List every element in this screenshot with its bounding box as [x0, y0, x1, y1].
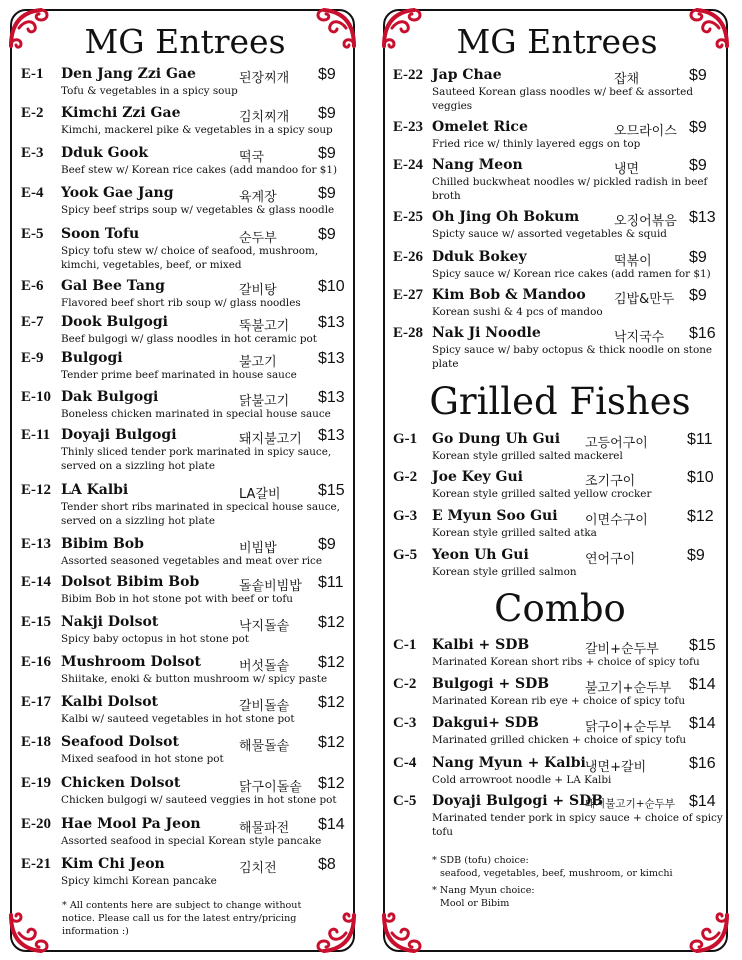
menu-item-description: Spicty sauce w/ assorted vegetables & squid [432, 228, 667, 240]
menu-item-name: Jap Chae [432, 67, 502, 83]
menu-item-code: E-2 [21, 105, 44, 121]
menu-item-code: E-17 [21, 694, 51, 710]
menu-item-korean: 해물파전 [239, 821, 290, 836]
right-tr-ornament-icon [687, 6, 731, 50]
menu-item-korean: 김밥&만두 [614, 292, 675, 307]
menu-item-description: Korean style grilled salted atka [432, 527, 597, 539]
menu-item-name: Bulgogi [61, 350, 123, 366]
menu-item-description: Spicy kimchi Korean pancake [61, 875, 217, 887]
menu-item-name: Hae Mool Pa Jeon [61, 816, 201, 832]
menu-item-price: $12 [318, 614, 345, 631]
sdb-note [432, 854, 722, 880]
menu-item-korean: 연어구이 [585, 552, 636, 567]
menu-item-korean: 냉면 [614, 162, 640, 177]
menu-item-korean: 갈비돌솥 [239, 699, 290, 714]
menu-item-description: Mixed seafood in hot stone pot [61, 753, 224, 765]
menu-item-code: E-1 [21, 66, 44, 82]
menu-item-name: Nak Ji Noodle [432, 325, 541, 341]
menu-item-korean: 해물돌솥 [239, 739, 290, 754]
menu-item-price: $13 [318, 350, 345, 367]
menu-item-name: Dolsot Bibim Bob [61, 574, 200, 590]
menu-item-korean: 갈비탕 [239, 283, 277, 298]
menu-item-name: Bulgogi + SDB [432, 676, 550, 692]
menu-item-price: $12 [318, 694, 345, 711]
menu-item-price: $13 [318, 427, 345, 444]
menu-item-name: Chicken Dolsot [61, 775, 181, 791]
menu-item-name: Doyaji Bulgogi [61, 427, 177, 443]
menu-item-korean: 버섯돌솥 [239, 659, 290, 674]
menu-item-name: Bibim Bob [61, 536, 144, 552]
menu-item-korean: 김치찌개 [239, 110, 290, 125]
menu-item-name: Dduk Bokey [432, 249, 527, 265]
menu-item-name: Doyaji Bulgogi + SDB [432, 793, 604, 809]
menu-item-code: G-2 [393, 469, 418, 485]
menu-item-code: E-4 [21, 185, 44, 201]
menu-item-code: E-24 [393, 157, 423, 173]
left-tl-ornament-icon [7, 6, 51, 50]
menu-item-description: Boneless chicken marinated in special house sauce [61, 408, 331, 420]
left-br-ornament-icon [314, 911, 358, 955]
right-tl-ornament-icon [380, 6, 424, 50]
menu-item-code: E-7 [21, 314, 44, 330]
menu-item-description: Shiitake, enoki & button mushroom w/ spicy paste [61, 673, 328, 685]
menu-item-description: Fried rice w/ thinly layered eggs on top [432, 138, 641, 150]
menu-item-code: E-26 [393, 249, 423, 265]
menu-item-korean: 오징어볶음 [614, 214, 677, 229]
menu-item-description: Bibim Bob in hot stone pot with beef or tofu [61, 593, 293, 605]
menu-item-description: Marinated tender pork in spicy sauce + choice of spicy tofu [432, 812, 723, 838]
menu-item-korean: 냉면+갈비 [585, 760, 647, 775]
menu-item-name: Kim Bob & Mandoo [432, 287, 586, 303]
menu-item-code: C-5 [393, 793, 417, 809]
menu-item-description: Tender prime beef marinated in house sauce [61, 369, 297, 381]
menu-item-price: $12 [318, 734, 345, 751]
menu-item-korean: 닭불고기 [239, 394, 290, 409]
menu-item-korean: 고등어구이 [585, 436, 648, 451]
menu-item-price: $14 [318, 816, 345, 833]
menu-item-price: $9 [689, 67, 707, 84]
nang-myun-note-text: Mool or Bibim [440, 898, 510, 909]
menu-item-korean: 조기구이 [585, 474, 636, 489]
menu-item-price: $11 [318, 574, 344, 591]
menu-item-name: Seafood Dolsot [61, 734, 179, 750]
menu-item-price: $10 [687, 469, 714, 486]
menu-item-price: $14 [689, 715, 716, 732]
left-panel-title: MG Entrees [84, 22, 286, 61]
menu-item-price: $9 [689, 249, 707, 266]
menu-item-name: Nang Myun + Kalbi [432, 755, 586, 771]
menu-item-price: $9 [687, 547, 705, 564]
sdb-note-title: * SDB (tofu) choice: [432, 855, 529, 866]
menu-item-price: $8 [318, 856, 336, 873]
menu-item-name: Nang Meon [432, 157, 523, 173]
menu-item-name: Kalbi + SDB [432, 637, 530, 653]
menu-item-price: $9 [318, 105, 336, 122]
menu-item-code: E-28 [393, 325, 423, 341]
menu-item-description: Korean sushi & 4 pcs of mandoo [432, 306, 603, 318]
menu-item-description: Spicy tofu stew w/ choice of seafood, mushroom, kimchi, vegetables, beef, or mixed [61, 245, 319, 271]
menu-item-price: $13 [318, 389, 345, 406]
menu-item-code: E-20 [21, 816, 51, 832]
menu-item-code: E-22 [393, 67, 423, 83]
nang-myun-note [432, 884, 722, 910]
menu-item-description: Korean style grilled salted mackerel [432, 450, 623, 462]
menu-item-code: E-18 [21, 734, 51, 750]
menu-item-description: Chilled buckwheat noodles w/ pickled radish in beef broth [432, 176, 708, 202]
menu-item-description: Assorted seasoned vegetables and meat over rice [61, 555, 322, 567]
right-panel-title: MG Entrees [456, 22, 658, 61]
menu-item-name: Soon Tofu [61, 226, 140, 242]
menu-item-korean: 낙지돌솥 [239, 619, 290, 634]
disclaimer-note: * All contents here are subject to change without notice. Please call us for the latest entry/pricing information :) [62, 900, 302, 937]
menu-item-korean: 육계장 [239, 190, 277, 205]
menu-item-code: G-5 [393, 547, 418, 563]
menu-item-korean: 닭구이+순두부 [585, 720, 672, 735]
menu-item-price: $12 [318, 654, 345, 671]
menu-item-code: E-13 [21, 536, 51, 552]
menu-item-korean: 불고기+순두부 [585, 681, 672, 696]
menu-item-korean: 비빔밥 [239, 541, 277, 556]
menu-item-name: LA Kalbi [61, 482, 129, 498]
menu-item-description: Kalbi w/ sauteed vegetables in hot stone pot [61, 713, 295, 725]
menu-item-name: Kimchi Zzi Gae [61, 105, 181, 121]
left-bl-ornament-icon [7, 911, 51, 955]
menu-item-korean: 순두부 [239, 231, 277, 246]
menu-item-name: Dduk Gook [61, 145, 149, 161]
menu-item-price: $12 [687, 508, 714, 525]
menu-item-description: Tofu & vegetables in a spicy soup [61, 85, 238, 97]
menu-item-name: Mushroom Dolsot [61, 654, 201, 670]
menu-item-price: $9 [318, 185, 336, 202]
menu-item-description: Thinly sliced tender pork marinated in spicy sauce, served on a sizzling hot plate [61, 446, 332, 472]
menu-item-price: $14 [689, 676, 716, 693]
menu-item-code: E-10 [21, 389, 51, 405]
menu-item-price: $15 [318, 482, 345, 499]
menu-item-price: $9 [318, 145, 336, 162]
menu-item-code: E-19 [21, 775, 51, 791]
menu-item-code: E-14 [21, 574, 51, 590]
menu-item-name: Kalbi Dolsot [61, 694, 159, 710]
menu-item-code: E-5 [21, 226, 44, 242]
menu-item-code: E-12 [21, 482, 51, 498]
menu-item-description: Beef bulgogi w/ glass noodles in hot ceramic pot [61, 333, 317, 345]
menu-item-name: Go Dung Uh Gui [432, 431, 561, 447]
menu-item-description: Beef stew w/ Korean rice cakes (add mandoo for $1) [61, 164, 338, 176]
nang-myun-note-title: * Nang Myun choice: [432, 885, 535, 896]
menu-item-name: Yook Gae Jang [61, 185, 174, 201]
left-tr-ornament-icon [314, 6, 358, 50]
menu-item-code: E-23 [393, 119, 423, 135]
menu-item-description: Tender short ribs marinated in specical house sauce, served on a sizzling hot plate [61, 501, 340, 527]
menu-item-description: Korean style grilled salmon [432, 566, 577, 578]
menu-item-price: $16 [689, 755, 716, 772]
menu-item-description: Marinated Korean rib eye + choice of spicy tofu [432, 695, 686, 707]
menu-item-name: E Myun Soo Gui [432, 508, 558, 524]
menu-item-code: C-2 [393, 676, 417, 692]
menu-item-korean: 뚝불고기 [239, 319, 290, 334]
menu-item-name: Gal Bee Tang [61, 278, 165, 294]
menu-item-korean: 오므라이스 [614, 124, 677, 139]
menu-item-korean: 잡채 [614, 72, 640, 87]
menu-item-price: $10 [318, 278, 345, 295]
menu-item-name: Dook Bulgogi [61, 314, 168, 330]
menu-item-description: Marinated Korean short ribs + choice of spicy tofu [432, 656, 700, 668]
menu-item-korean: 낙지국수 [614, 330, 665, 345]
menu-item-korean: 떡볶이 [614, 254, 652, 269]
menu-item-price: $9 [318, 536, 336, 553]
menu-item-description: Cold arrowroot noodle + LA Kalbi [432, 774, 612, 786]
menu-item-price: $11 [687, 431, 713, 448]
menu-item-description: Spicy sauce w/ baby octopus & thick noodle on stone plate [432, 344, 713, 370]
menu-item-code: E-27 [393, 287, 423, 303]
menu-item-description: Assorted seafood in special Korean style pancake [61, 835, 322, 847]
menu-item-name: Joe Key Gui [432, 469, 523, 485]
menu-item-code: C-4 [393, 755, 417, 771]
menu-item-korean: 돼지불고기 [239, 432, 302, 447]
menu-item-price: $15 [689, 637, 716, 654]
menu-item-price: $9 [318, 66, 336, 83]
menu-item-code: G-3 [393, 508, 418, 524]
menu-item-price: $9 [689, 119, 707, 136]
menu-item-code: E-11 [21, 427, 51, 443]
menu-item-name: Kim Chi Jeon [61, 856, 165, 872]
menu-item-korean: 불고기 [239, 355, 277, 370]
right-br-ornament-icon [687, 911, 731, 955]
menu-item-korean: 된장찌개 [239, 71, 290, 86]
grilled-fishes-title: Grilled Fishes [429, 380, 691, 423]
menu-item-name: Omelet Rice [432, 119, 528, 135]
menu-item-name: Den Jang Zzi Gae [61, 66, 196, 82]
menu-item-description: Marinated grilled chicken + choice of spicy tofu [432, 734, 687, 746]
menu-item-code: C-3 [393, 715, 417, 731]
menu-item-code: E-25 [393, 209, 423, 225]
menu-item-price: $9 [318, 226, 336, 243]
menu-item-korean: 갈비+순두부 [585, 642, 659, 657]
menu-item-price: $14 [689, 793, 716, 810]
menu-item-code: C-1 [393, 637, 417, 653]
menu-item-korean: 이면수구이 [585, 513, 648, 528]
menu-item-korean: 김치전 [239, 861, 277, 876]
menu-item-description: Spicy baby octopus in hot stone pot [61, 633, 249, 645]
menu-item-price: $16 [689, 325, 716, 342]
menu-item-code: E-3 [21, 145, 44, 161]
menu-item-korean: 돌솥비빔밥 [239, 579, 302, 594]
right-bl-ornament-icon [380, 911, 424, 955]
menu-item-description: Spicy sauce w/ Korean rice cakes (add ramen for $1) [432, 268, 711, 280]
menu-item-code: E-16 [21, 654, 51, 670]
menu-item-price: $12 [318, 775, 345, 792]
sdb-note-text: seafood, vegetables, beef, mushroom, or kimchi [440, 868, 673, 879]
menu-item-code: E-15 [21, 614, 51, 630]
menu-item-code: G-1 [393, 431, 418, 447]
menu-item-code: E-9 [21, 350, 44, 366]
menu-item-korean: 떡국 [239, 150, 265, 165]
menu-item-name: Oh Jing Oh Bokum [432, 209, 580, 225]
menu-item-korean: 닭구이돌솥 [239, 780, 302, 795]
menu-item-korean: LA갈비 [239, 487, 281, 502]
menu-item-name: Dak Bulgogi [61, 389, 159, 405]
menu-item-price: $13 [689, 209, 716, 226]
menu-item-name: Nakji Dolsot [61, 614, 159, 630]
menu-item-price: $9 [689, 157, 707, 174]
menu-item-name: Yeon Uh Gui [432, 547, 529, 563]
menu-item-description: Sauteed Korean glass noodles w/ beef & assorted veggies [432, 86, 693, 112]
menu-item-code: E-6 [21, 278, 44, 294]
menu-item-description: Flavored beef short rib soup w/ glass noodles [61, 297, 301, 309]
menu-item-description: Kimchi, mackerel pike & vegetables in a spicy soup [61, 124, 333, 136]
menu-item-name: Dakgui+ SDB [432, 715, 539, 731]
menu-item-description: Chicken bulgogi w/ sauteed veggies in hot stone pot [61, 794, 337, 806]
menu-item-price: $13 [318, 314, 345, 331]
menu-item-description: Korean style grilled salted yellow crocker [432, 488, 652, 500]
menu-item-korean: 돼지불고기+순두부 [585, 798, 675, 810]
menu-item-price: $9 [689, 287, 707, 304]
menu-item-description: Spicy beef strips soup w/ vegetables & glass noodle [61, 204, 335, 216]
combo-title: Combo [494, 587, 626, 630]
menu-item-code: E-21 [21, 856, 51, 872]
